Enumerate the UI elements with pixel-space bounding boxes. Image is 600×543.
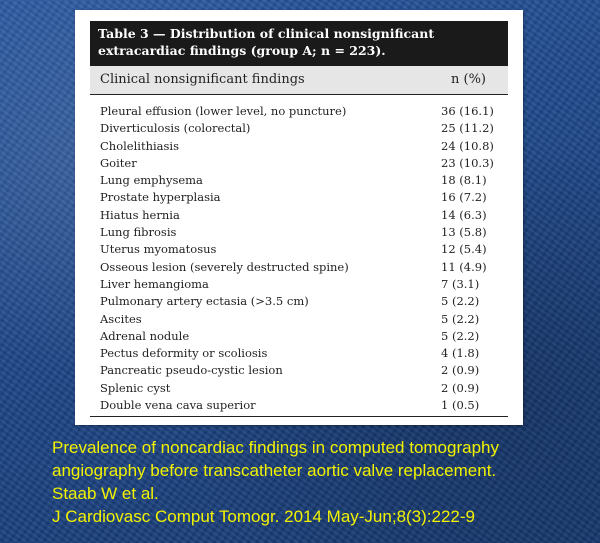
finding-count: 24 (10.8) [441, 138, 494, 153]
finding-count: 18 (8.1) [441, 173, 487, 188]
finding-count: 1 (0.5) [441, 398, 480, 413]
finding-name: Lung fibrosis [100, 225, 177, 240]
column-header-findings: Clinical nonsignificant findings [100, 72, 305, 87]
table-title-line-1: Table 3 — Distribution of clinical nonsignificant [98, 26, 435, 41]
finding-count: 13 (5.8) [441, 225, 487, 240]
table-title [90, 21, 508, 66]
table-row [90, 241, 508, 258]
finding-count: 12 (5.4) [441, 242, 487, 257]
table-title-line-2: extracardiac findings (group A; n = 223). [98, 43, 386, 58]
table-row [90, 362, 508, 379]
table-row [90, 224, 508, 241]
caption-line-2: angiography before transcatheter aortic valve replacement. [52, 461, 497, 480]
table-row [90, 172, 508, 189]
table-body [90, 103, 508, 414]
finding-name: Diverticulosis (colorectal) [100, 121, 251, 136]
finding-count: 5 (2.2) [441, 311, 480, 326]
table-row [90, 207, 508, 224]
caption-line-1: Prevalence of noncardiac findings in computed tomography [52, 438, 499, 457]
finding-name: Adrenal nodule [100, 328, 190, 343]
finding-name: Hiatus hernia [100, 207, 180, 222]
table-row [90, 276, 508, 293]
finding-name: Liver hemangioma [100, 276, 209, 291]
table-row [90, 120, 508, 137]
finding-count: 2 (0.9) [441, 363, 480, 378]
finding-count: 23 (10.3) [441, 155, 494, 170]
finding-name: Cholelithiasis [100, 138, 180, 153]
slide-caption [52, 436, 592, 528]
table-row [90, 328, 508, 345]
table-row [90, 345, 508, 362]
finding-count: 2 (0.9) [441, 380, 480, 395]
finding-name: Ascites [100, 311, 142, 326]
finding-name: Pulmonary artery ectasia (>3.5 cm) [100, 294, 309, 309]
finding-count: 5 (2.2) [441, 294, 480, 309]
finding-name: Uterus myomatosus [100, 242, 217, 257]
finding-count: 11 (4.9) [441, 259, 487, 274]
table-row [90, 293, 508, 310]
finding-name: Osseous lesion (severely destructed spine) [100, 259, 349, 274]
finding-name: Pancreatic pseudo-cystic lesion [100, 363, 283, 378]
table-row [90, 138, 508, 155]
finding-name: Lung emphysema [100, 173, 203, 188]
finding-name: Pectus deformity or scoliosis [100, 346, 268, 361]
finding-count: 36 (16.1) [441, 104, 494, 118]
finding-name: Prostate hyperplasia [100, 190, 221, 205]
table-row [90, 259, 508, 276]
finding-count: 7 (3.1) [441, 276, 480, 291]
finding-count: 25 (11.2) [441, 121, 494, 136]
table-row [90, 380, 508, 397]
table-header-row [90, 66, 508, 95]
table-row [90, 155, 508, 172]
finding-name: Pleural effusion (lower level, no puncture) [100, 104, 347, 118]
table-row [90, 103, 508, 120]
caption-authors: Staab W et al. [52, 484, 159, 503]
finding-count: 4 (1.8) [441, 346, 480, 361]
finding-name: Goiter [100, 155, 137, 170]
table-row [90, 397, 508, 414]
finding-count: 16 (7.2) [441, 190, 487, 205]
finding-name: Splenic cyst [100, 380, 171, 395]
caption-citation: J Cardiovasc Comput Tomogr. 2014 May-Jun;8(3):222-9 [52, 507, 475, 526]
table-card [75, 10, 523, 425]
finding-name: Double vena cava superior [100, 398, 256, 413]
column-header-n-percent: n (%) [451, 72, 487, 87]
finding-count: 14 (6.3) [441, 207, 487, 222]
table-row [90, 189, 508, 206]
finding-count: 5 (2.2) [441, 328, 480, 343]
table-bottom-rule [90, 416, 508, 417]
table-row [90, 311, 508, 328]
